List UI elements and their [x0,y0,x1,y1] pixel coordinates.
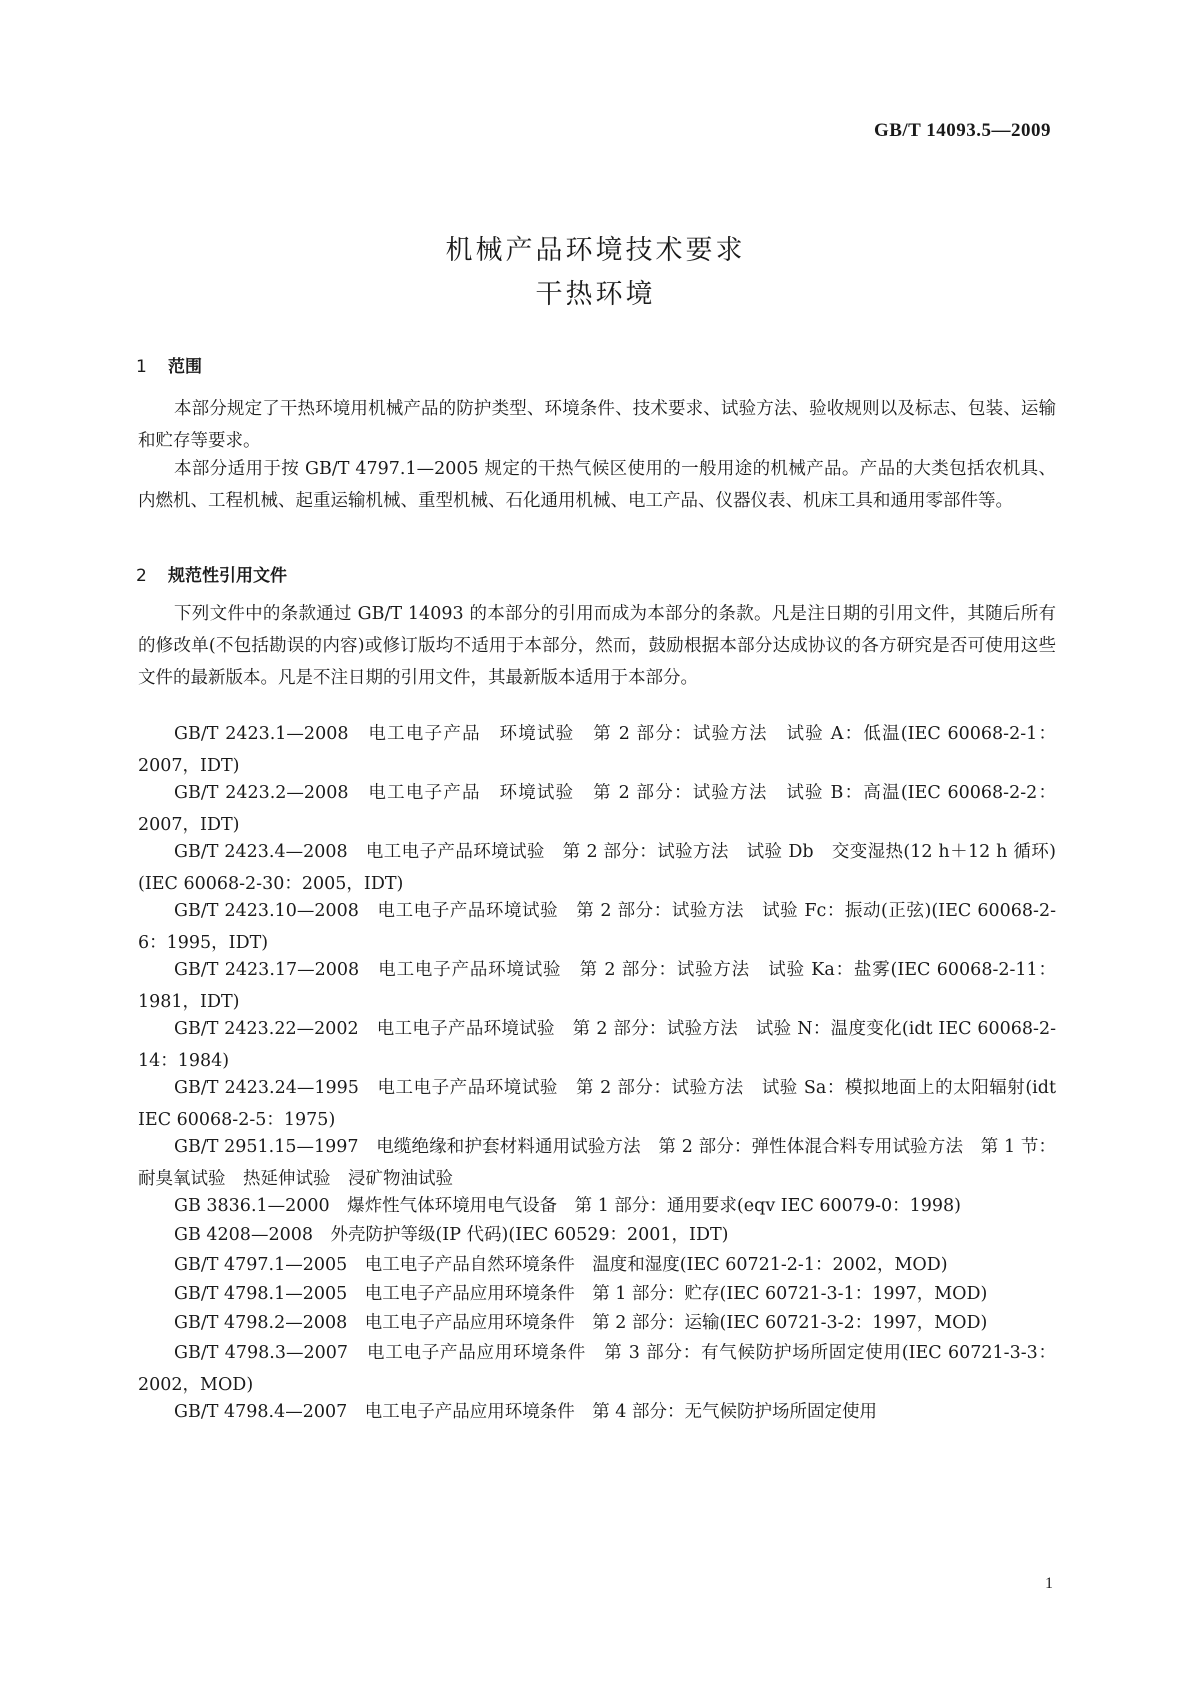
section-number: 2 [136,566,147,586]
reference-item: GB/T 2951.15—1997 电缆绝缘和护套材料通用试验方法 第 2 部分：弹性体混合料专用试验方法 第 1 节：耐臭氧试验 热延伸试验 浸矿物油试验 [138,1137,1056,1189]
paragraph: 本部分规定了干热环境用机械产品的防护类型、环境条件、技术要求、试验方法、验收规则以及标志、包装、运输和贮存等要求。 [138,399,1056,451]
paragraph: 下列文件中的条款通过 GB/T 14093 的本部分的引用而成为本部分的条款。凡是注日期的引用文件，其随后所有的修改单(不包括勘误的内容)或修订版均不适用于本部分，然而，鼓励根据本部分达成协议的各方研究是否可使用这些文件的最新版本。凡是不注日期的引用文件，其最新版本适用于本部分。 [138,604,1056,688]
section-1-heading [136,352,202,377]
document-subtitle: 干热环境 [535,279,656,310]
reference-item: GB/T 2423.24—1995 电工电子产品环境试验 第 2 部分：试验方法 试验 Sa：模拟地面上的太阳辐射(idt IEC 60068-2-5：1975) [138,1078,1056,1130]
reference-item: GB/T 2423.2—2008 电工电子产品 环境试验 第 2 部分：试验方法 试验 B：高温(IEC 60068-2-2：2007，IDT) [138,783,1056,835]
reference-item: GB/T 4798.1—2005 电工电子产品应用环境条件 第 1 部分：贮存(IEC 60721-3-1：1997，MOD) [174,1284,988,1304]
section-title: 范围 [168,357,202,377]
section-2-heading [136,561,287,586]
reference-item: GB/T 2423.17—2008 电工电子产品环境试验 第 2 部分：试验方法 试验 Ka：盐雾(IEC 60068-2-11：1981，IDT) [138,960,1056,1012]
reference-item: GB/T 2423.10—2008 电工电子产品环境试验 第 2 部分：试验方法 试验 Fc：振动(正弦)(IEC 60068-2-6：1995，IDT) [138,901,1056,953]
section-title: 规范性引用文件 [168,566,287,586]
reference-item: GB 4208—2008 外壳防护等级(IP 代码)(IEC 60529：2001，IDT) [174,1225,729,1245]
reference-item: GB 3836.1—2000 爆炸性气体环境用电气设备 第 1 部分：通用要求(eqv IEC 60079-0：1998) [174,1196,961,1216]
reference-item: GB/T 4798.2—2008 电工电子产品应用环境条件 第 2 部分：运输(IEC 60721-3-2：1997，MOD) [174,1313,988,1333]
paragraph: 本部分适用于按 GB/T 4797.1—2005 规定的干热气候区使用的一般用途的机械产品。产品的大类包括农机具、内燃机、工程机械、起重运输机械、重型机械、石化通用机械、电工产品、仪器仪表、机床工具和通用零部件等。 [138,459,1056,511]
document-title: 机械产品环境技术要求 [445,235,746,266]
section-number: 1 [136,357,147,377]
standard-number: GB/T 14093.5—2009 [873,120,1051,141]
reference-item: GB/T 4798.3—2007 电工电子产品应用环境条件 第 3 部分：有气候防护场所固定使用(IEC 60721-3-3：2002，MOD) [138,1343,1056,1395]
reference-item: GB/T 4797.1—2005 电工电子产品自然环境条件 温度和湿度(IEC 60721-2-1：2002，MOD) [174,1255,948,1275]
reference-item: GB/T 2423.4—2008 电工电子产品环境试验 第 2 部分：试验方法 试验 Db 交变湿热(12 h＋12 h 循环)(IEC 60068-2-30：2005，IDT) [138,842,1056,894]
reference-item: GB/T 2423.22—2002 电工电子产品环境试验 第 2 部分：试验方法 试验 N：温度变化(idt IEC 60068-2-14：1984) [138,1019,1056,1071]
reference-item: GB/T 2423.1—2008 电工电子产品 环境试验 第 2 部分：试验方法 试验 A：低温(IEC 60068-2-1：2007，IDT) [138,724,1056,776]
reference-item: GB/T 4798.4—2007 电工电子产品应用环境条件 第 4 部分：无气候防护场所固定使用 [174,1402,877,1422]
page-number: 1 [1045,1575,1053,1592]
